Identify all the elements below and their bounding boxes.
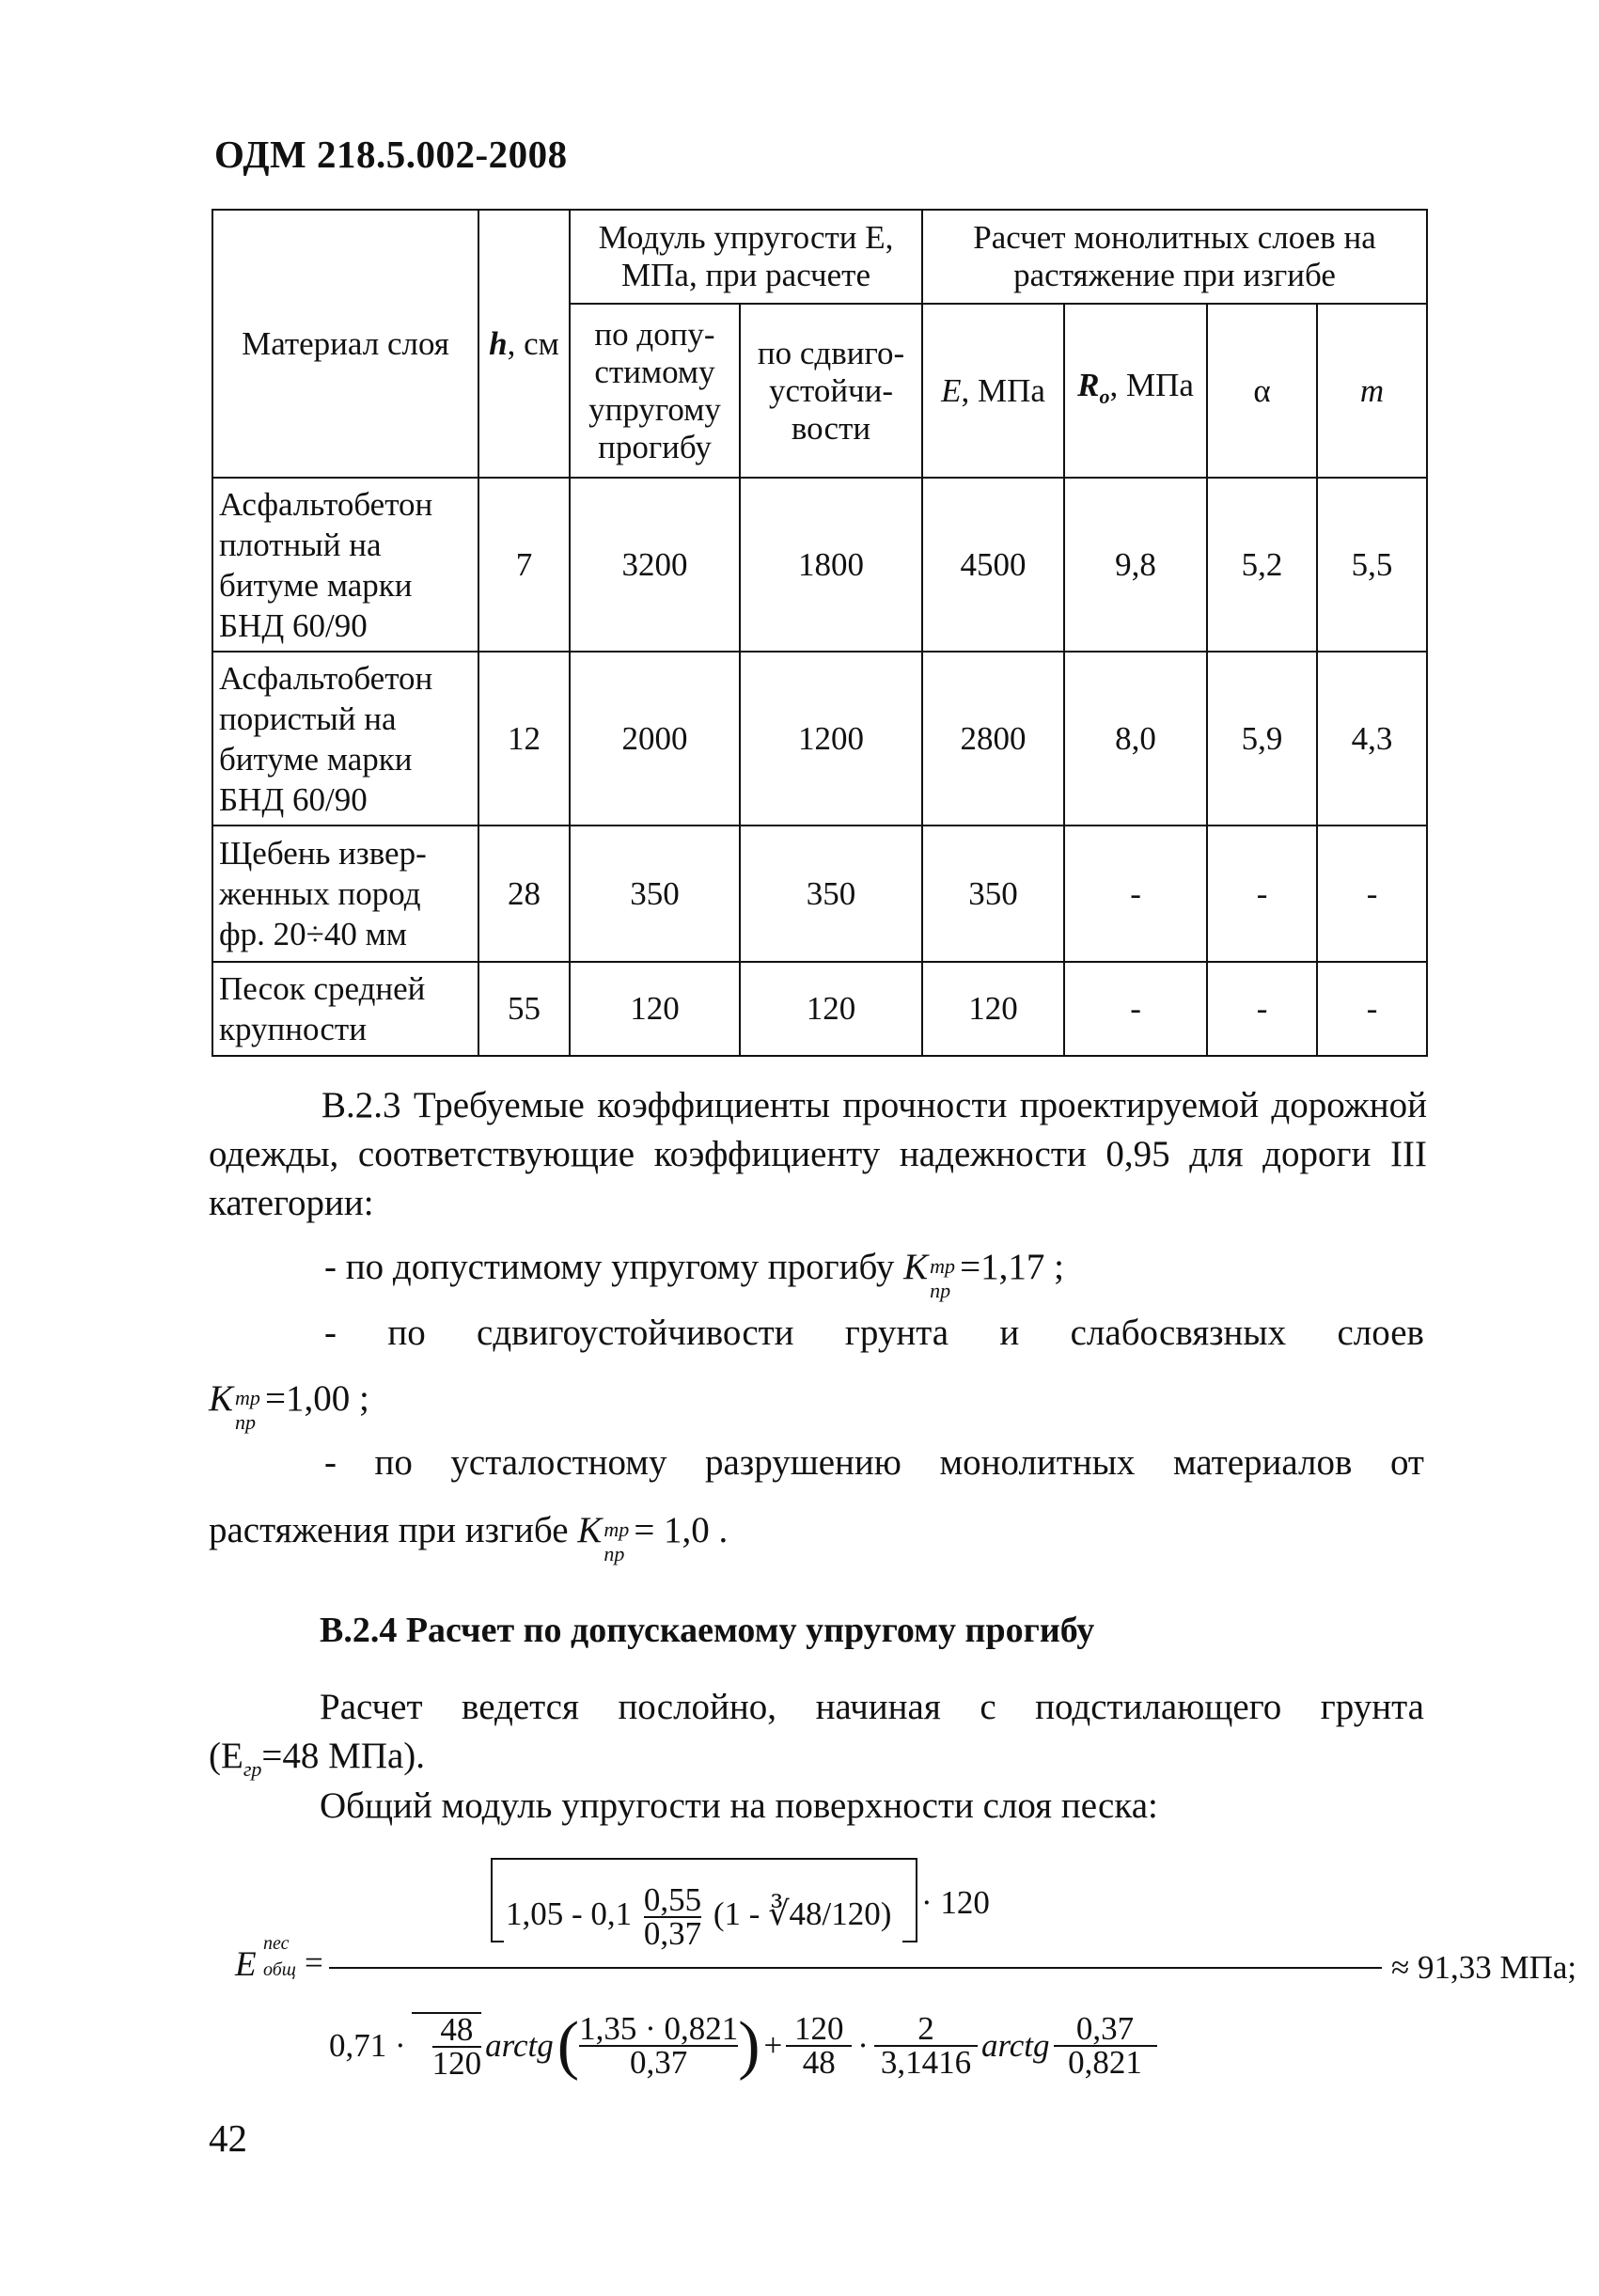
num-part-a: 1,05 - 0,1 (506, 1895, 633, 1933)
header-monolithic-group: Расчет монолитных слоев на растяжение при изгибе (922, 210, 1427, 304)
den-arctg-1: arctg (485, 2027, 554, 2064)
den-row (329, 2009, 1157, 2082)
cell-e-shear: 1200 (740, 652, 922, 826)
cell-e: 120 (922, 962, 1064, 1056)
cell-e-deflection: 350 (570, 826, 740, 962)
item-fatigue-value: = 1,0 . (634, 1510, 729, 1550)
cell-alpha: - (1207, 826, 1317, 962)
table-row (212, 478, 1427, 652)
layers-table (212, 209, 1428, 1057)
den-paren-close: ) (738, 2009, 760, 2082)
den-f1-bot: 0,37 (630, 2044, 688, 2081)
item-shear-value (209, 1375, 369, 1435)
header-shear: по сдвиго- устойчи- вости (740, 304, 922, 478)
header-alpha: α (1207, 304, 1317, 478)
formula-equals: = (305, 1944, 323, 1981)
cell-h: 7 (478, 478, 570, 652)
item-shear-line (324, 1309, 1424, 1358)
cell-m: 5,5 (1317, 478, 1427, 652)
word: от (1389, 1442, 1424, 1483)
cell-e-shear: 350 (740, 826, 922, 962)
num-frac-top: 0,55 (643, 1881, 702, 1918)
den-f2-top: 120 (786, 2013, 852, 2047)
formula-lhs-sub: общ (263, 1959, 296, 1980)
num-part-b: (1 - ∛48/120) (713, 1895, 892, 1933)
table-row (212, 826, 1427, 962)
header-h-symbol: h (489, 324, 508, 362)
cell-alpha: - (1207, 962, 1317, 1056)
header-h (478, 210, 570, 478)
header-R-unit: , МПа (1109, 366, 1194, 403)
bracket-foot-left (491, 1941, 504, 1942)
cell-material: Асфальтобетон пористый на битуме марки БНД 60/90 (212, 652, 478, 826)
den-fraction-3 (874, 2010, 978, 2081)
den-f3-bot: 3,1416 (880, 2044, 972, 2081)
cell-material: Асфальтобетон плотный на битуме марки БНД 60/90 (212, 478, 478, 652)
item-deflection (324, 1243, 1064, 1303)
cell-e-shear: 1800 (740, 478, 922, 652)
cell-m: 4,3 (1317, 652, 1427, 826)
cell-e: 350 (922, 826, 1064, 962)
formula-lhs-E: E (235, 1945, 257, 1984)
header-h-unit: , см (507, 324, 559, 362)
k-symbol: K (209, 1378, 234, 1419)
cell-material: Щебень извер- женных пород фр. 20÷40 мм (212, 826, 478, 962)
k-indices (928, 1251, 960, 1303)
den-paren-open: ( (557, 2009, 580, 2082)
header-deflection: по допу- стимому упругому прогибу (570, 304, 740, 478)
cell-r0: - (1064, 962, 1207, 1056)
num-part-c: · 120 (921, 1884, 990, 1921)
cell-h: 28 (478, 826, 570, 962)
cell-r0: 8,0 (1064, 652, 1207, 826)
cell-material: Песок средней крупности (212, 962, 478, 1056)
den-fraction-4 (1054, 2010, 1157, 2081)
formula-result: ≈ 91,33 МПа; (1391, 1949, 1577, 1986)
word: подстилающего (1035, 1687, 1282, 1727)
den-f2-bot: 48 (802, 2044, 836, 2081)
den-f3-top: 2 (874, 2013, 978, 2047)
word: ведется (462, 1687, 579, 1727)
word: - (324, 1442, 337, 1483)
header-modulus-group: Модуль упругости E, МПа, при расчете (570, 210, 922, 304)
k-sup: тр (235, 1386, 260, 1410)
den-part-a: 0,71 · (329, 2027, 406, 2064)
cell-e-deflection: 3200 (570, 478, 740, 652)
soil-modulus-value: =48 МПа). (261, 1736, 426, 1776)
word: разрушению (705, 1442, 901, 1483)
den-dot: · (857, 2027, 869, 2064)
word: - (324, 1313, 337, 1353)
cell-m: - (1317, 962, 1427, 1056)
cell-e-shear: 120 (740, 962, 922, 1056)
word: грунта (1320, 1687, 1424, 1727)
den-cuberoot (412, 2012, 482, 2080)
num-fraction (643, 1881, 702, 1952)
word: по (374, 1442, 413, 1483)
header-R-symbol: R (1077, 366, 1100, 403)
item-fatigue-text: растяжения при изгибе (209, 1510, 569, 1550)
den-fraction-1 (579, 2010, 739, 2081)
den-f4-bot: 0,821 (1068, 2044, 1142, 2081)
soil-modulus-open: (E (209, 1736, 243, 1776)
item-deflection-text: - по допустимому упругому прогибу (324, 1247, 895, 1287)
word: слоев (1337, 1313, 1424, 1353)
den-root-bot: 120 (431, 2045, 482, 2082)
den-fraction-2 (786, 2010, 852, 2081)
formula-sand-modulus (235, 1850, 1577, 2082)
bracket-foot-right (902, 1941, 916, 1942)
formula-fraction-bar (329, 1967, 1382, 1969)
item-fatigue-line (324, 1439, 1424, 1487)
word: материалов (1172, 1442, 1353, 1483)
cell-e-deflection: 2000 (570, 652, 740, 826)
header-R0 (1064, 304, 1207, 478)
word: послойно, (618, 1687, 777, 1727)
cell-e: 2800 (922, 652, 1064, 826)
word: усталостному (450, 1442, 667, 1483)
item-deflection-value: =1,17 ; (960, 1247, 1064, 1287)
table-row (212, 962, 1427, 1056)
num-frac-bot: 0,37 (643, 1915, 702, 1952)
cell-h: 55 (478, 962, 570, 1056)
den-arctg-2: arctg (980, 2027, 1050, 2064)
cell-alpha: 5,9 (1207, 652, 1317, 826)
header-m: m (1317, 304, 1427, 478)
cell-r0: 9,8 (1064, 478, 1207, 652)
word: начиная (815, 1687, 941, 1727)
paragraph-sand-modulus: Общий модуль упругости на поверхности слоя песка: (320, 1785, 1158, 1826)
paragraph-b23: В.2.3 Требуемые коэффициенты прочности проектируемой дорожной одежды, соответствующие коэффициенту надежности 0,95 для дороги III категории: (209, 1085, 1427, 1223)
header-E-symbol: E (941, 371, 962, 409)
den-plus: + (763, 2027, 783, 2064)
k-sub: пр (235, 1410, 257, 1435)
page-number: 42 (209, 2116, 247, 2160)
k-sub: пр (604, 1542, 625, 1566)
item-fatigue-cont (209, 1506, 729, 1566)
k-sup: тр (930, 1254, 955, 1279)
header-material: Материал слоя (212, 210, 478, 478)
word: и (999, 1313, 1020, 1353)
document-code: ОДМ 218.5.002-2008 (214, 133, 568, 176)
k-sup: тр (604, 1518, 630, 1542)
word: слабосвязных (1070, 1313, 1287, 1353)
cell-e: 4500 (922, 478, 1064, 652)
k-sub: пр (930, 1279, 951, 1303)
den-f4-top: 0,37 (1054, 2013, 1157, 2047)
k-indices (602, 1515, 634, 1566)
den-f1-top: 1,35 · 0,821 (579, 2010, 739, 2047)
den-root-top: 48 (432, 2014, 482, 2048)
section-title: В.2.4 Расчет по допускаемому упругому прогибу (320, 1611, 1095, 1650)
soil-modulus-sub: гр (243, 1756, 262, 1781)
header-E (922, 304, 1064, 478)
word: сдвигоустойчивости (477, 1313, 794, 1353)
k-symbol: K (577, 1510, 603, 1550)
word: с (980, 1687, 996, 1727)
formula-lhs (235, 1933, 323, 1985)
formula-numerator (506, 1881, 892, 1952)
paragraph-calc-line1 (320, 1683, 1424, 1732)
k-symbol: K (903, 1247, 929, 1287)
formula-lhs-sup: пес (263, 1933, 290, 1954)
cell-e-deflection: 120 (570, 962, 740, 1056)
header-E-unit: , МПа (961, 371, 1045, 409)
table-row (212, 652, 1427, 826)
word: Расчет (320, 1687, 423, 1727)
cell-r0: - (1064, 826, 1207, 962)
word: грунта (844, 1313, 949, 1353)
word: монолитных (939, 1442, 1136, 1483)
formula-denominator (329, 1971, 1382, 2082)
header-R-index: o (1099, 384, 1110, 408)
item-shear-val: =1,00 ; (265, 1378, 369, 1419)
cell-m: - (1317, 826, 1427, 962)
k-indices (233, 1383, 265, 1435)
cell-alpha: 5,2 (1207, 478, 1317, 652)
cell-h: 12 (478, 652, 570, 826)
word: по (387, 1313, 426, 1353)
